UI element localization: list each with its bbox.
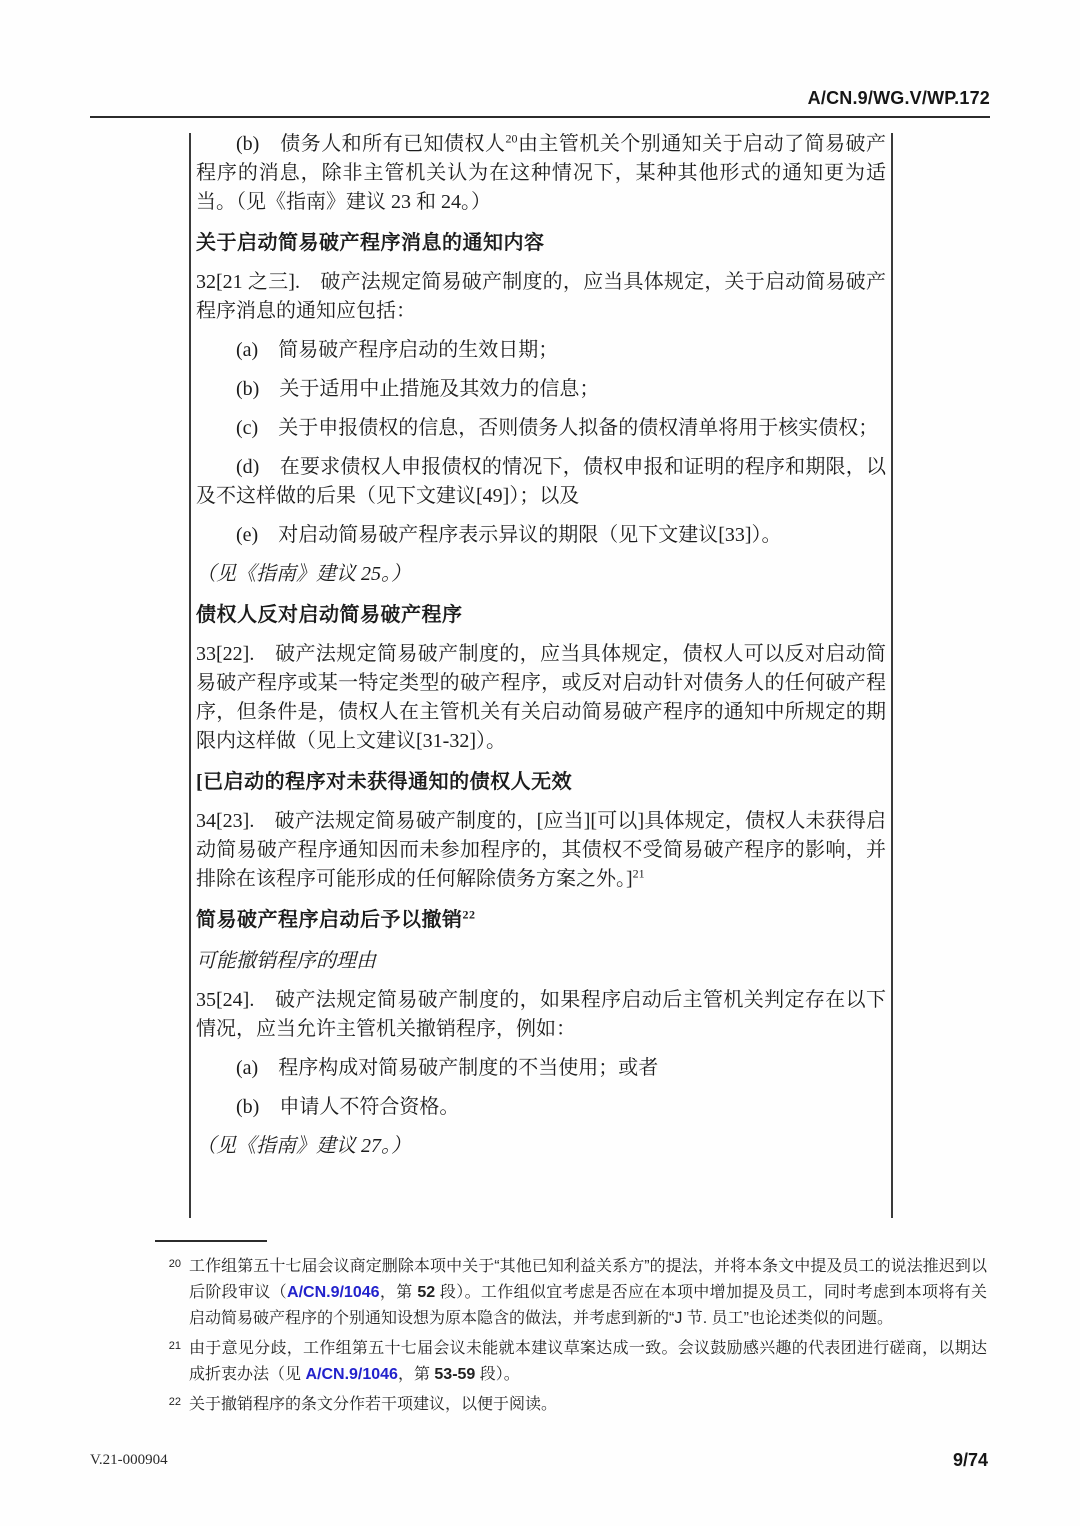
document-body: [196, 130, 886, 1171]
footnotes-section: [155, 1240, 987, 1422]
footnote-list: [155, 1254, 987, 1418]
change-bar-right: [891, 133, 893, 1218]
footnote-separator: [155, 1240, 267, 1242]
list-item-a: (a) 简易破产程序启动的生效日期；: [236, 339, 559, 361]
section-heading-creditor-objection: 债权人反对启动简易破产程序: [196, 604, 463, 626]
section-heading-revocation: 简易破产程序启动后予以撤销$^{22}$: [196, 907, 476, 931]
list-item-c: (c) 关于申报债权的信息，否则债务人拟备的债权清单将用于核实债权；: [236, 417, 879, 439]
paragraph-33: 33[22]. 破产法规定简易破产制度的，应当具体规定，债权人可以反对启动简易破产程序或某一特定类型的破产程序，或反对启动针对债务人的任何破产程序，但条件是，债权人在主管机关有关启动简易破产程序的通知中所规定的期限内这样做（见上文建议[31-32]）。: [196, 643, 886, 752]
footnote-ref: 22: [462, 907, 476, 922]
guide-reference-27: （见《指南》建议 27。）: [196, 1135, 411, 1157]
list-item-d: (d) 在要求债权人申报债权的情况下，债权申报和证明的程序和期限，以及不这样做的后果（见下文建议[49]）；以及: [196, 456, 886, 507]
footnote-text: 关于撤销程序的条文分作若干项建议，以便于阅读。: [189, 1396, 558, 1413]
header-rule: [90, 116, 990, 118]
section-heading-no-effect: [已启动的程序对未获得通知的债权人无效: [196, 771, 573, 793]
guide-reference-25: （见《指南》建议 25。）: [196, 563, 411, 585]
footnote-ref: 20: [505, 131, 518, 146]
list-item-e: (e) 对启动简易破产程序表示异议的期限（见下文建议[33]）。: [236, 524, 782, 546]
list-item-b: (b) 关于适用中止措施及其效力的信息；: [236, 378, 600, 400]
footnote: [155, 1336, 987, 1388]
paragraph-34: 34[23]. 破产法规定简易破产制度的，[应当][可以]具体规定，债权人未获得启动简易破产程序通知因而未参加程序的，其债权不受简易破产程序的影响，并排除在该程序可能形成的任何解除债务方案之外。]$^{21}$: [196, 810, 886, 890]
subheading-revocation-grounds: 可能撤销程序的理由: [196, 950, 376, 972]
paragraph-b-notice: (b) 债务人和所有已知债权人$^{20}$由主管机关个别通知关于启动了简易破产程序的消息，除非主管机关认为在这种情况下，某种其他形式的通知更为适当。（见《指南》建议 23 和 24。）: [196, 131, 887, 213]
footnote-text: 由于意见分歧，工作组第五十七届会议未能就本建议草案达成一致。会议鼓励感兴趣的代表团进行磋商，以期达成折衷办法（见 A/CN.9/1046，第 53-59 段）。: [189, 1340, 987, 1383]
document-link[interactable]: A/CN.9/1046: [305, 1366, 398, 1383]
list-item-35b: (b) 申请人不符合资格。: [236, 1096, 460, 1118]
list-item-35a: (a) 程序构成对简易破产制度的不当使用；或者: [236, 1057, 659, 1079]
footnote-number: 21: [168, 1340, 181, 1352]
footnote-number: 22: [168, 1396, 181, 1408]
document-symbol: A/CN.9/WG.V/WP.172: [807, 88, 990, 108]
footnote: [155, 1392, 987, 1418]
footnote: [155, 1254, 987, 1332]
footnote-ref: 21: [632, 866, 645, 881]
change-bar-left: [189, 133, 191, 1218]
footnote-number: 20: [168, 1258, 181, 1270]
footnote-text: 工作组第五十七届会议商定删除本项中关于“其他已知利益关系方”的提法，并将本条文中提及员工的说法推迟到以后阶段审议（A/CN.9/1046，第 52 段）。工作组似宜考虑是否应在本项中增加提及员工，同时考虑到本项将有关启动简易破产程序的个别通知设想为原本隐含的做法，并考虑到新的“J 节. 员工”也论述类似的问题。: [189, 1258, 987, 1327]
page-number: 9/74: [952, 1450, 988, 1470]
bold-text: 53-59: [434, 1366, 476, 1383]
section-heading-notice-content: 关于启动简易破产程序消息的通知内容: [196, 232, 545, 254]
bold-text: 52: [417, 1284, 436, 1301]
document-id: V.21-000904: [90, 1452, 168, 1468]
paragraph-32: 32[21 之三]. 破产法规定简易破产制度的，应当具体规定，关于启动简易破产程序消息的通知应包括：: [196, 271, 886, 322]
document-link[interactable]: A/CN.9/1046: [287, 1284, 380, 1301]
paragraph-35: 35[24]. 破产法规定简易破产制度的，如果程序启动后主管机关判定存在以下情况，应当允许主管机关撤销程序，例如：: [196, 989, 886, 1040]
